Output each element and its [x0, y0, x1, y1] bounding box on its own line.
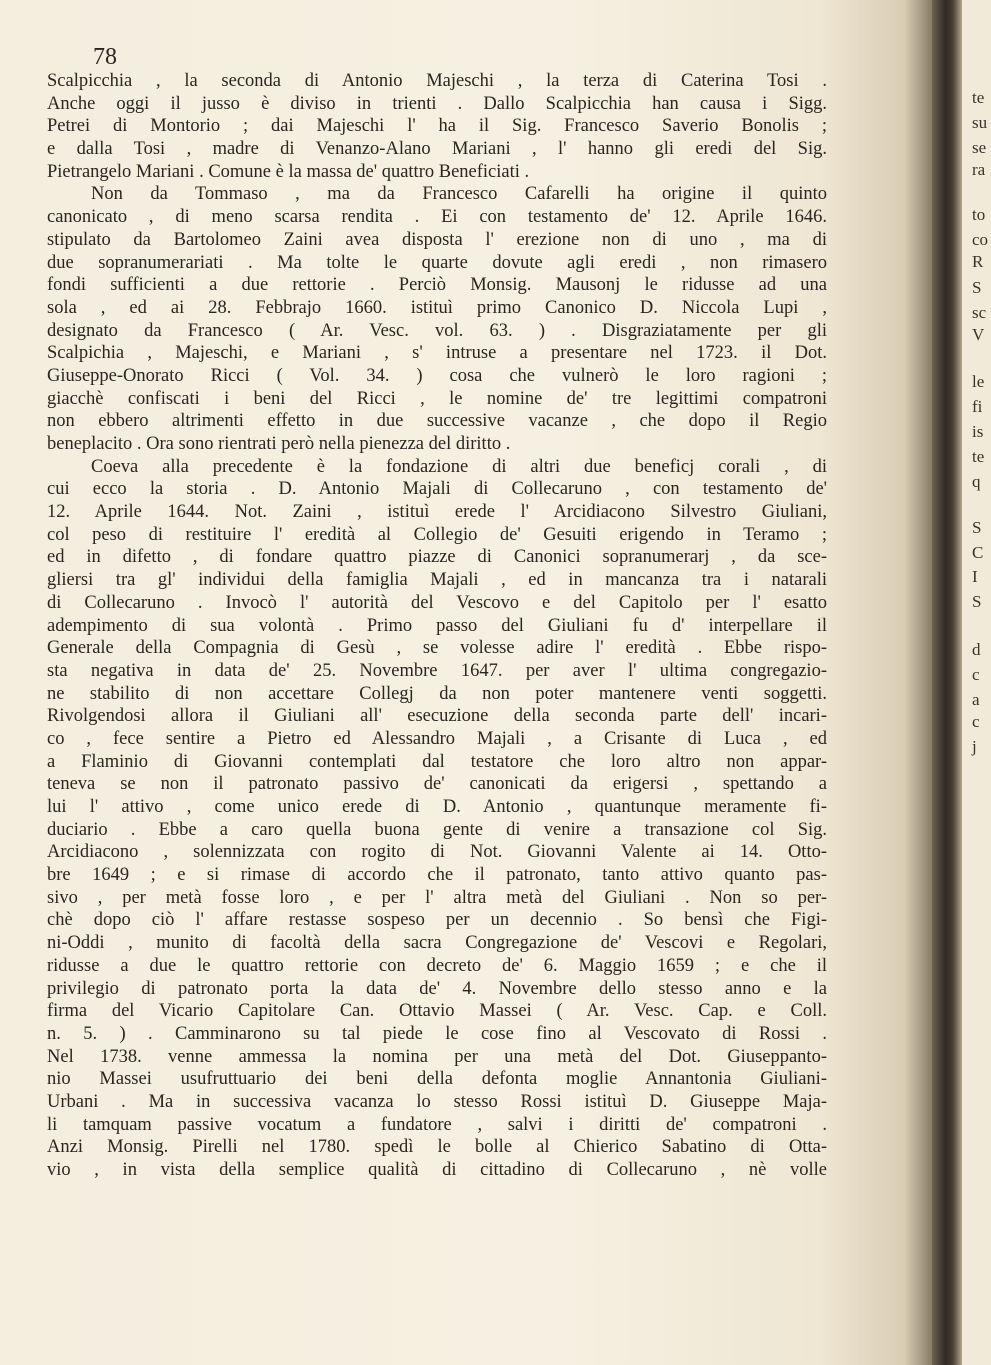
- text-line: Arcidiacono , solennizzata con rogito di Not. Giovanni Valente ai 14. Otto-: [47, 842, 827, 863]
- facing-page-fragment: S: [972, 278, 982, 297]
- text-line: non ebbero altrimenti effetto in due successive vacanze , che dopo il Regio: [47, 411, 827, 432]
- text-line: Urbani . Ma in successiva vacanza lo stesso Rossi istituì D. Giuseppe Maja-: [47, 1091, 827, 1112]
- text-line: adempimento di sua volontà . Primo passo del Giuliani fu d' interpellare il: [47, 615, 827, 636]
- facing-page-fragment: to: [972, 205, 986, 224]
- text-line: lui l' attivo , come unico erede di D. Antonio , quantunque meramente fi-: [47, 797, 827, 817]
- book-page-right-edge: [962, 0, 991, 1365]
- text-line: sta negativa in data de' 25. Novembre 1647. per aver l' ultima congregazio-: [47, 660, 827, 681]
- text-line: ne stabilito di non accettare Collegj da non poter mantenere venti soggetti.: [47, 683, 827, 704]
- text-line: giacchè confiscati i beni del Ricci , le nomine de' tre legittimi compatroni: [47, 388, 827, 409]
- text-line: designato da Francesco ( Ar. Vesc. vol. 63. ) . Disgraziatamente per gli: [47, 320, 827, 341]
- facing-page-fragment: te: [972, 88, 985, 107]
- text-line: Non da Tommaso , ma da Francesco Cafarelli ha origine il quinto: [91, 184, 827, 205]
- facing-page-fragment: se: [972, 138, 987, 157]
- text-line: privilegio di patronato porta la data de' 4. Novembre dello stesso anno e la: [47, 978, 827, 999]
- facing-page-fragment: le: [972, 372, 985, 391]
- text-line: a Flaminio di Giovanni contemplati dal testatore che loro altro non appar-: [47, 751, 827, 772]
- text-line: Anzi Monsig. Pirelli nel 1780. spedì le bolle al Chierico Sabatino di Otta-: [47, 1137, 827, 1158]
- text-line: chè dopo ciò l' affare restasse sospeso per un decennio . So bensì che Figi-: [47, 910, 827, 931]
- text-line: due sopranumerariati . Ma tolte le quarte dovute agli eredi , non rimasero: [47, 252, 827, 273]
- text-line: ed in difetto , di fondare quattro piazze di Canonici sopranumerarj , da sce-: [47, 547, 827, 568]
- facing-page-fragment: ra: [972, 160, 986, 179]
- facing-page-fragment: sc: [972, 303, 987, 322]
- text-line: ni-Oddi , munito di facoltà della sacra Congregazione de' Vescovi e Regolari,: [47, 933, 827, 954]
- facing-page-fragment: co: [972, 230, 989, 249]
- text-line: e dalla Tosi , madre di Venanzo-Alano Mariani , l' hanno gli eredi del Sig.: [47, 139, 827, 160]
- text-line: gliersi tra gl' individui della famiglia Majali , ed in mancanza tra i natarali: [47, 570, 827, 591]
- facing-page-fragment: S: [972, 592, 982, 611]
- text-line: sivo , per metà fosse loro , e per l' altra metà del Giuliani . Non so per-: [47, 887, 827, 908]
- text-line: Anche oggi il jusso è diviso in trienti . Dallo Scalpicchia han causa i Sigg.: [47, 93, 827, 114]
- text-line: Nel 1738. venne ammessa la nomina per una metà del Dot. Giuseppanto-: [47, 1046, 827, 1067]
- book-gutter: [932, 0, 962, 1365]
- text-line: firma del Vicario Capitolare Can. Ottavio Massei ( Ar. Vesc. Cap. e Coll.: [47, 1001, 827, 1022]
- text-line: Rivolgendosi allora il Giuliani all' esecuzione della seconda parte dell' incari-: [47, 706, 827, 727]
- text-line: Scalpicchia , la seconda di Antonio Majeschi , la terza di Caterina Tosi .: [47, 71, 827, 91]
- facing-page-fragment: V: [972, 325, 985, 344]
- text-line: Scalpichia , Majeschi, e Mariani , s' intruse a presentare nel 1723. il Dot.: [47, 343, 827, 364]
- facing-page-fragment: I: [972, 567, 978, 586]
- text-line: Generale della Compagnia di Gesù , se volesse adire l' eredità . Ebbe rispo-: [47, 638, 827, 659]
- text-line: co , fece sentire a Pietro ed Alessandro Majali , a Crisante di Luca , ed: [47, 728, 827, 749]
- text-line: beneplacito . Ora sono rientrati però nella pienezza del diritto .: [47, 434, 511, 454]
- facing-page-fragment: j: [972, 737, 977, 756]
- facing-page-fragment: q: [972, 472, 981, 491]
- facing-page-fragment: te: [972, 447, 985, 466]
- facing-page-fragment: c: [972, 665, 980, 684]
- facing-page-fragment: d: [972, 640, 981, 659]
- text-line: bre 1649 ; e si rimase di accordo che il patronato, tanto attivo quanto pas-: [47, 865, 827, 886]
- text-line: li tamquam passive vocatum a fundatore , salvi i diritti de' compatroni .: [47, 1114, 827, 1135]
- text-line: nio Massei usufruttuario dei beni della defonta moglie Annantonia Giuliani-: [47, 1069, 827, 1090]
- text-line: Petrei di Montorio ; dai Majeschi l' ha il Sig. Francesco Saverio Bonolis ;: [47, 116, 827, 137]
- facing-page-fragment: a: [972, 690, 980, 709]
- text-line: Coeva alla precedente è la fondazione di altri due beneficj corali , di: [91, 456, 827, 477]
- text-line: sola , ed ai 28. Febbrajo 1660. istituì primo Canonico D. Niccola Lupi ,: [47, 297, 827, 318]
- text-line: stipulato da Bartolomeo Zaini avea disposta l' erezione non di uno , ma di: [47, 229, 827, 250]
- page-number: 78: [93, 44, 117, 70]
- text-line: di Collecaruno . Invocò l' autorità del Vescovo e del Capitolo per l' esatto: [47, 592, 827, 613]
- facing-page-fragment: C: [972, 543, 984, 562]
- text-line: ridusse a due le quattro rettorie con decreto de' 6. Maggio 1659 ; e che il: [47, 955, 827, 976]
- text-line: n. 5. ) . Camminarono su tal piede le cose fino al Vescovato di Rossi .: [47, 1023, 827, 1044]
- facing-page-fragment: R: [972, 252, 984, 271]
- facing-page-fragment: c: [972, 712, 980, 731]
- text-line: 12. Aprile 1644. Not. Zaini , istituì erede l' Arcidiacono Silvestro Giuliani,: [47, 502, 827, 523]
- facing-page-fragment: is: [972, 422, 984, 441]
- text-line: cui ecco la storia . D. Antonio Majali di Collecaruno , con testamento de': [47, 479, 827, 500]
- text-line: Pietrangelo Mariani . Comune è la massa de' quattro Beneficiati .: [47, 161, 530, 182]
- text-line: duciario . Ebbe a caro quella buona gente di venire a transazione col Sig.: [47, 819, 827, 840]
- body-text: [47, 70, 827, 1182]
- facing-page-fragment: su: [972, 113, 988, 132]
- text-line: Giuseppe-Onorato Ricci ( Vol. 34. ) cosa che vulnerò le loro ragioni ;: [47, 365, 827, 386]
- text-line: vio , in vista della semplice qualità di cittadino di Collecaruno , nè volle: [47, 1160, 827, 1180]
- text-line: col peso di restituire l' eredità al Collegio de' Gesuiti erigendo in Teramo ;: [47, 524, 827, 545]
- text-line: teneva se non il patronato passivo de' canonicati da erigersi , spettando a: [47, 774, 827, 795]
- facing-page-fragment: fi: [972, 397, 983, 416]
- text-line: canonicato , di meno scarsa rendita . Ei con testamento de' 12. Aprile 1646.: [47, 207, 827, 228]
- facing-page-fragment: S: [972, 518, 982, 537]
- text-line: fondi sufficienti a due rettorie . Perciò Monsig. Mausonj le ridusse ad una: [47, 275, 827, 296]
